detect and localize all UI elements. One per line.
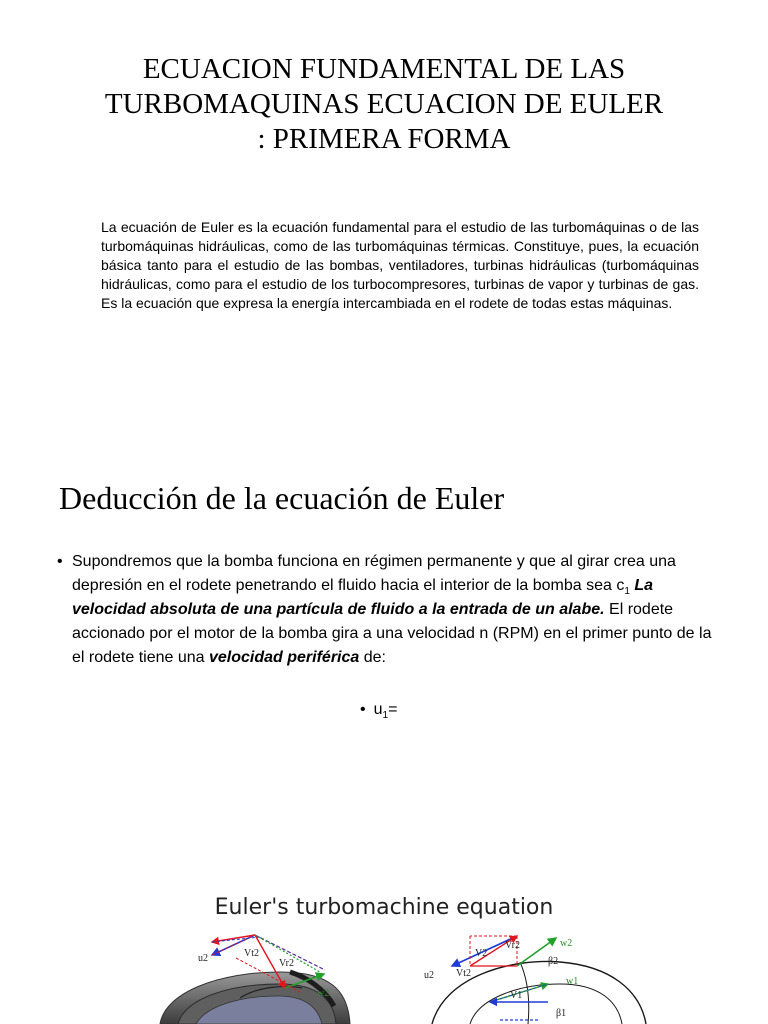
title-line-2: TURBOMAQUINAS ECUACION DE EULER [104,88,664,120]
inlet-outlet-velocity-triangles [424,936,578,1020]
label-vt2-right: Vt2 [456,968,471,979]
euler-figure [0,880,768,1024]
figure-title: Euler's turbomachine equation [214,895,554,920]
label-w2: w2 [317,988,330,999]
label-u2: u2 [198,953,208,964]
title-line-3: : PRIMERA FORMA [257,123,511,155]
bullet-subscript: 1 [624,586,630,598]
formula-equals: = [388,701,398,718]
label-w2-right: w2 [560,938,573,949]
slide-title [40,52,728,157]
bullet-text-c: de: [359,649,386,666]
formula-variable: u [373,701,383,718]
label-vr2-right: Vr2 [505,940,520,951]
bullet-emphasis-a: La velocidad absoluta de una partícula de fluido a la entrada de un alabe. [72,577,654,618]
bullet-item-2 [362,698,397,722]
label-beta2: β2 [548,956,559,967]
formula-subscript: 1 [382,710,389,722]
velocity-triangles-diagram [0,880,768,1024]
title-line-1: ECUACION FUNDAMENTAL DE LAS [142,53,626,85]
bullet-emphasis-b: velocidad periférica [209,649,360,666]
label-v1: V1 [510,990,523,1001]
section-heading: Deducción de la ecuación de Euler [59,480,505,516]
label-vt2: Vt2 [244,948,259,959]
label-u2-right: u2 [424,970,434,981]
bullet-text-b: El rodete accionado por el motor de la bomba gira a una velocidad n (RPM) en el primer punto de la el rodete tiene una [72,601,712,666]
label-vr2: Vr2 [279,958,294,969]
label-v2: V2 [475,948,488,959]
bullet-dot: • [57,553,63,570]
bullet-dot: • [360,701,366,718]
intro-paragraph: La ecuación de Euler es la ecuación fundamental para el estudio de las turbomáquinas o de las turbomáquinas hidráulicas, como de las turbomáquinas térmicas. Constituye, pues, la ecuación básica tanto para el estudio de las bombas, ventiladores, turbinas hidráulicas (turbomáquinas hidráulicas, como para el estudio de los turbocompresores, turbinas de vapor y turbinas de gas. Es la ecuación que expresa la energía intercambiada en el rodete de todas estas máquinas. [101,219,699,311]
bullet-item-1 [57,550,712,670]
bullet-text-a: Supondremos que la bomba funciona en régimen permanente y que al girar crea una depresión en el rodete penetrando el fluido hacia el interior de la bomba sea c [72,553,676,594]
label-beta1: β1 [556,1008,567,1019]
label-w1: w1 [566,976,579,987]
